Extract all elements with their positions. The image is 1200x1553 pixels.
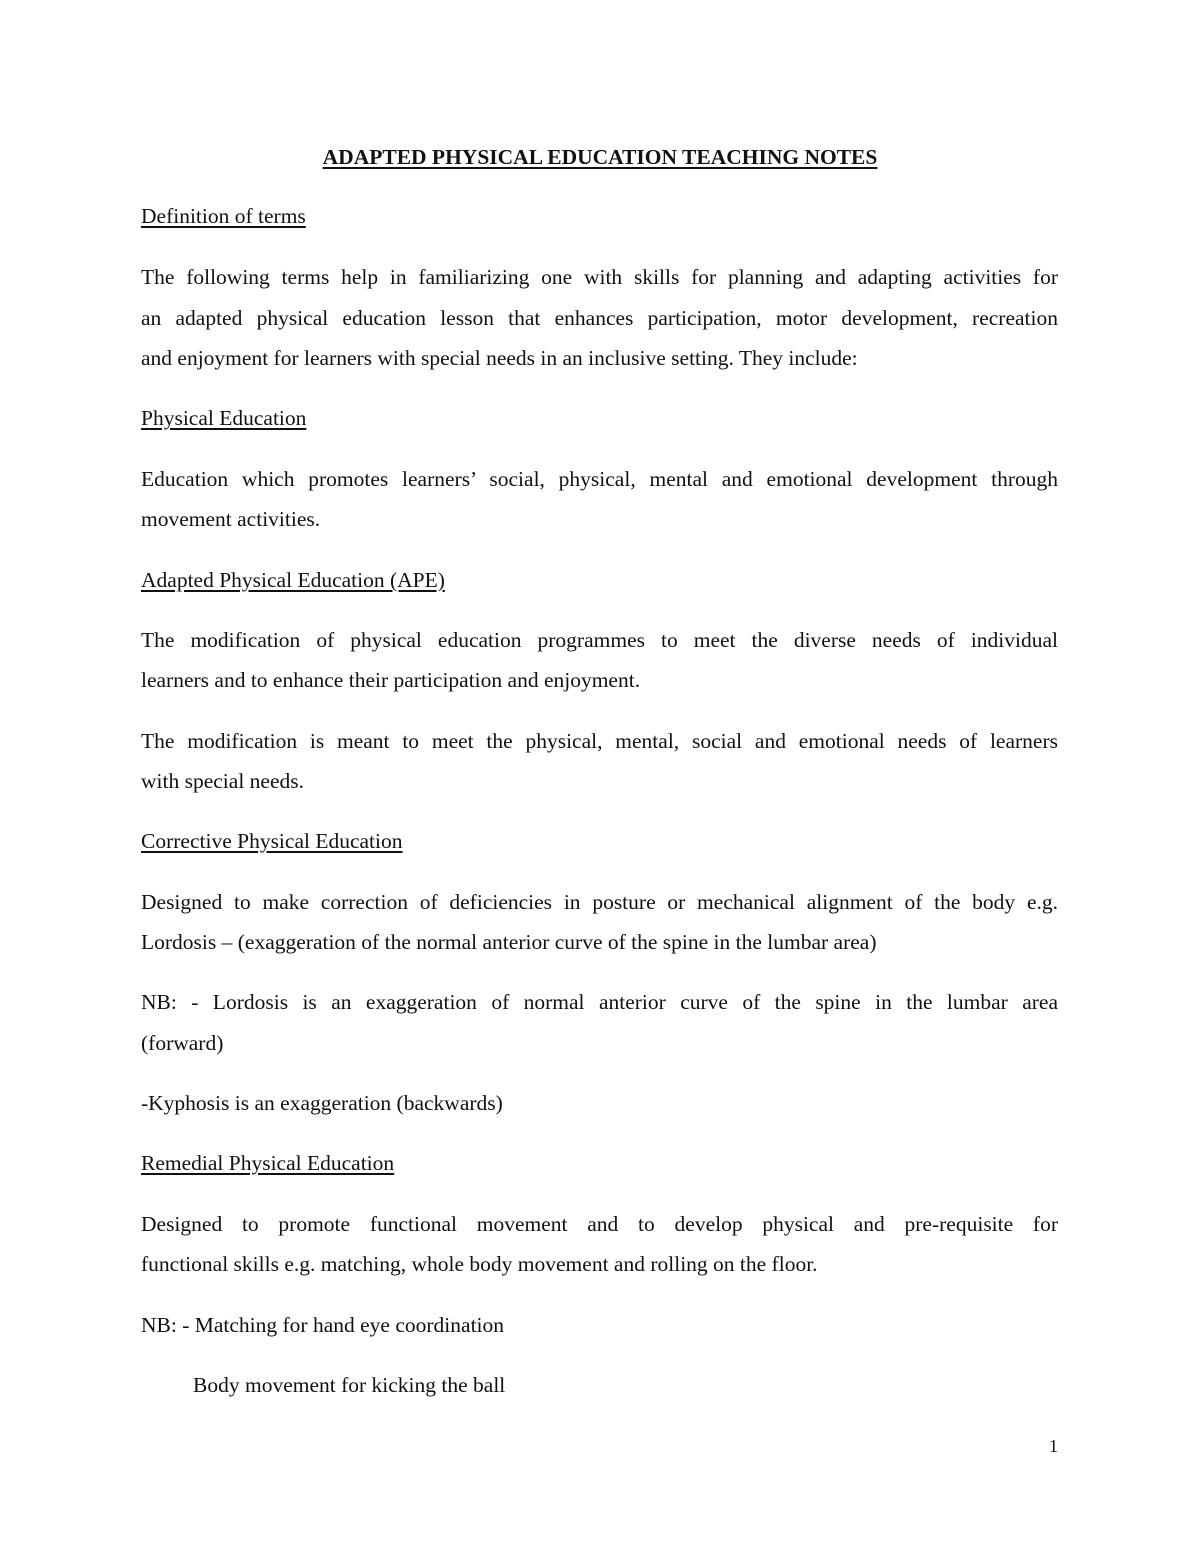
ape-extra-line-2: with special needs. <box>141 769 304 793</box>
ape-extra-line-1: The modification is meant to meet the physical, mental, social and emotional needs of learners <box>141 729 1058 753</box>
heading-definition-of-terms: Definition of terms <box>141 204 306 228</box>
nb-lordosis-line-2: (forward) <box>141 1031 224 1055</box>
intro-line-2: an adapted physical education lesson that enhances participation, motor development, recreation <box>141 306 1058 330</box>
heading-physical-education: Physical Education <box>141 406 307 430</box>
pe-line-2: movement activities. <box>141 507 321 531</box>
heading-remedial-physical-education: Remedial Physical Education <box>141 1151 395 1175</box>
intro-line-3: and enjoyment for learners with special needs in an inclusive setting. They include: <box>141 346 858 370</box>
rpe-line-1: Designed to promote functional movement and to develop physical and pre-requisite for <box>141 1212 1058 1236</box>
ape-line-1: The modification of physical education programmes to meet the diverse needs of individual <box>141 628 1058 652</box>
intro-line-1: The following terms help in familiarizing one with skills for planning and adapting activities for <box>141 265 1058 289</box>
nb-lordosis-line-1: NB: - Lordosis is an exaggeration of normal anterior curve of the spine in the lumbar area <box>141 990 1058 1014</box>
body-movement-line: Body movement for kicking the ball <box>193 1373 506 1397</box>
page-number: 1 <box>1049 1436 1058 1456</box>
document-title: ADAPTED PHYSICAL EDUCATION TEACHING NOTES <box>322 145 878 169</box>
nb-matching-line: NB: - Matching for hand eye coordination <box>141 1313 505 1337</box>
pe-line-1: Education which promotes learners’ social, physical, mental and emotional development through <box>141 467 1058 491</box>
heading-corrective-physical-education: Corrective Physical Education <box>141 829 403 853</box>
heading-adapted-physical-education: Adapted Physical Education (APE) <box>141 568 445 592</box>
rpe-line-2: functional skills e.g. matching, whole body movement and rolling on the floor. <box>141 1252 818 1276</box>
cpe-line-2: Lordosis – (exaggeration of the normal anterior curve of the spine in the lumbar area) <box>141 930 877 954</box>
kyphosis-line: -Kyphosis is an exaggeration (backwards) <box>141 1091 503 1115</box>
ape-line-2: learners and to enhance their participation and enjoyment. <box>141 668 641 692</box>
cpe-line-1: Designed to make correction of deficiencies in posture or mechanical alignment of the body e.g. <box>141 890 1058 914</box>
